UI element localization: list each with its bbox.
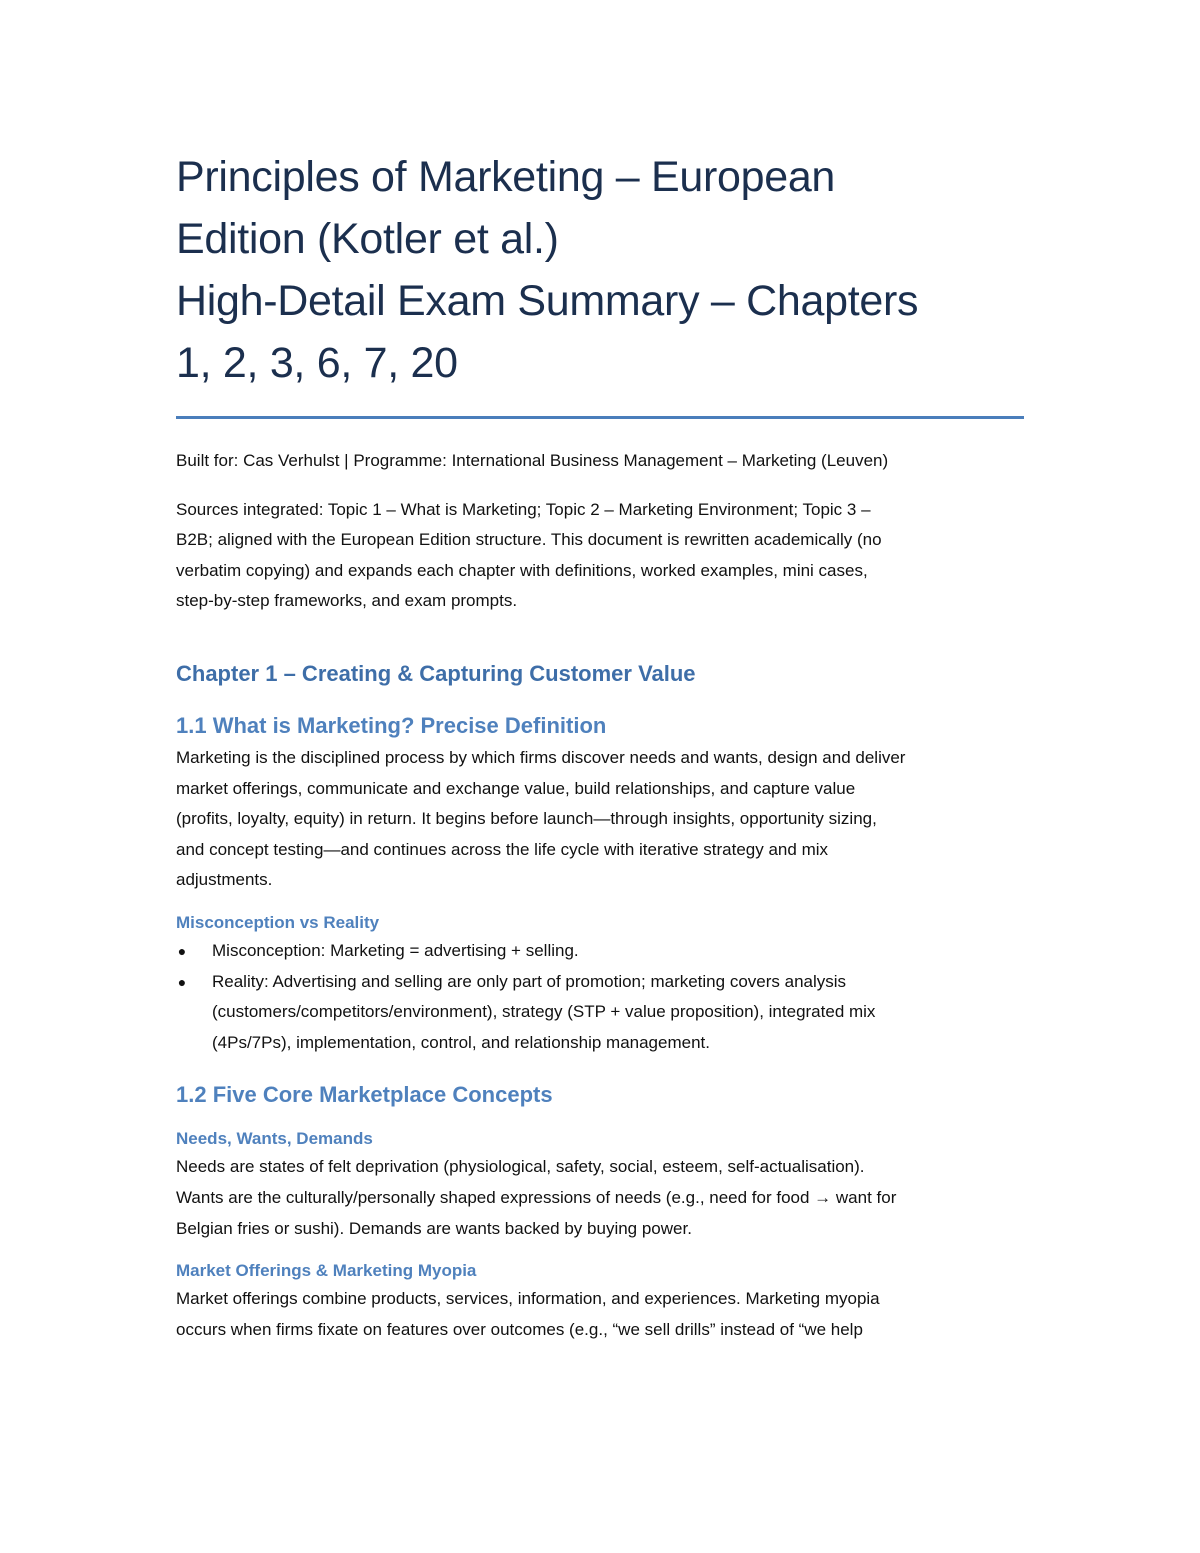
bullet-icon: ● — [177, 973, 187, 990]
chapter-1-heading: Chapter 1 – Creating & Capturing Customer Value — [176, 660, 696, 686]
bullet-icon: ● — [177, 942, 187, 959]
paragraph-line: (profits, loyalty, equity) in return. It begins before launch—through insights, opportunity sizing, — [176, 809, 877, 829]
sources-line: B2B; aligned with the European Edition structure. This document is rewritten academically (no — [176, 530, 882, 550]
list-item-line: (4Ps/7Ps), implementation, control, and relationship management. — [212, 1032, 710, 1052]
built-for-line: Built for: Cas Verhulst | Programme: International Business Management – Marketing (Leuven) — [176, 451, 889, 470]
document-title — [176, 146, 1024, 394]
list-item-line: Reality: Advertising and selling are only part of promotion; marketing covers analysis — [212, 971, 847, 991]
title-line: High-Detail Exam Summary – Chapters — [176, 277, 919, 325]
list-item-line: Misconception: Marketing = advertising + selling. — [212, 940, 579, 960]
paragraph-line: adjustments. — [176, 870, 273, 890]
paragraph-line: market offerings, communicate and exchange value, build relationships, and capture value — [176, 778, 856, 798]
market-offerings-paragraph — [176, 1284, 1024, 1345]
sources-paragraph — [176, 495, 1024, 617]
paragraph-line: Market offerings combine products, services, information, and experiences. Marketing myopia — [176, 1289, 880, 1309]
sources-line: verbatim copying) and expands each chapter with definitions, worked examples, mini cases, — [176, 560, 868, 580]
title-line: Principles of Marketing – European — [176, 153, 836, 201]
list-item-line: (customers/competitors/environment), strategy (STP + value proposition), integrated mix — [212, 1002, 876, 1022]
misconception-list — [176, 936, 1024, 1058]
paragraph-line: Belgian fries or sushi). Demands are wants backed by buying power. — [176, 1218, 692, 1238]
section-1-1-heading: 1.1 What is Marketing? Precise Definition — [176, 712, 607, 738]
sources-line: Sources integrated: Topic 1 – What is Marketing; Topic 2 – Marketing Environment; Topic 3 – — [176, 499, 871, 519]
section-1-2-heading: 1.2 Five Core Marketplace Concepts — [176, 1082, 553, 1108]
paragraph-line: Marketing is the disciplined process by which firms discover needs and wants, design and deliver — [176, 747, 906, 767]
paragraph-line: Wants are the culturally/personally shaped expressions of needs (e.g., need for food → want for — [176, 1187, 897, 1207]
list-item — [176, 936, 1024, 967]
paragraph-line: occurs when firms fixate on features over outcomes (e.g., “we sell drills” instead of “we help — [176, 1319, 863, 1339]
paragraph-line: Needs are states of felt deprivation (physiological, safety, social, esteem, self-actualisation). — [176, 1157, 865, 1177]
needs-wants-demands-heading: Needs, Wants, Demands — [176, 1129, 373, 1149]
title-divider — [176, 416, 1024, 419]
title-line: 1, 2, 3, 6, 7, 20 — [176, 339, 458, 387]
title-line: Edition (Kotler et al.) — [176, 215, 559, 263]
misconception-heading: Misconception vs Reality — [176, 912, 380, 932]
paragraph-line: and concept testing—and continues across the life cycle with iterative strategy and mix — [176, 839, 829, 859]
marketing-definition-paragraph — [176, 743, 1024, 896]
needs-wants-demands-paragraph — [176, 1152, 1024, 1244]
market-offerings-heading: Market Offerings & Marketing Myopia — [176, 1261, 477, 1281]
list-item — [176, 967, 1024, 1059]
document-page — [176, 146, 1024, 1345]
sources-line: step-by-step frameworks, and exam prompts. — [176, 591, 518, 611]
